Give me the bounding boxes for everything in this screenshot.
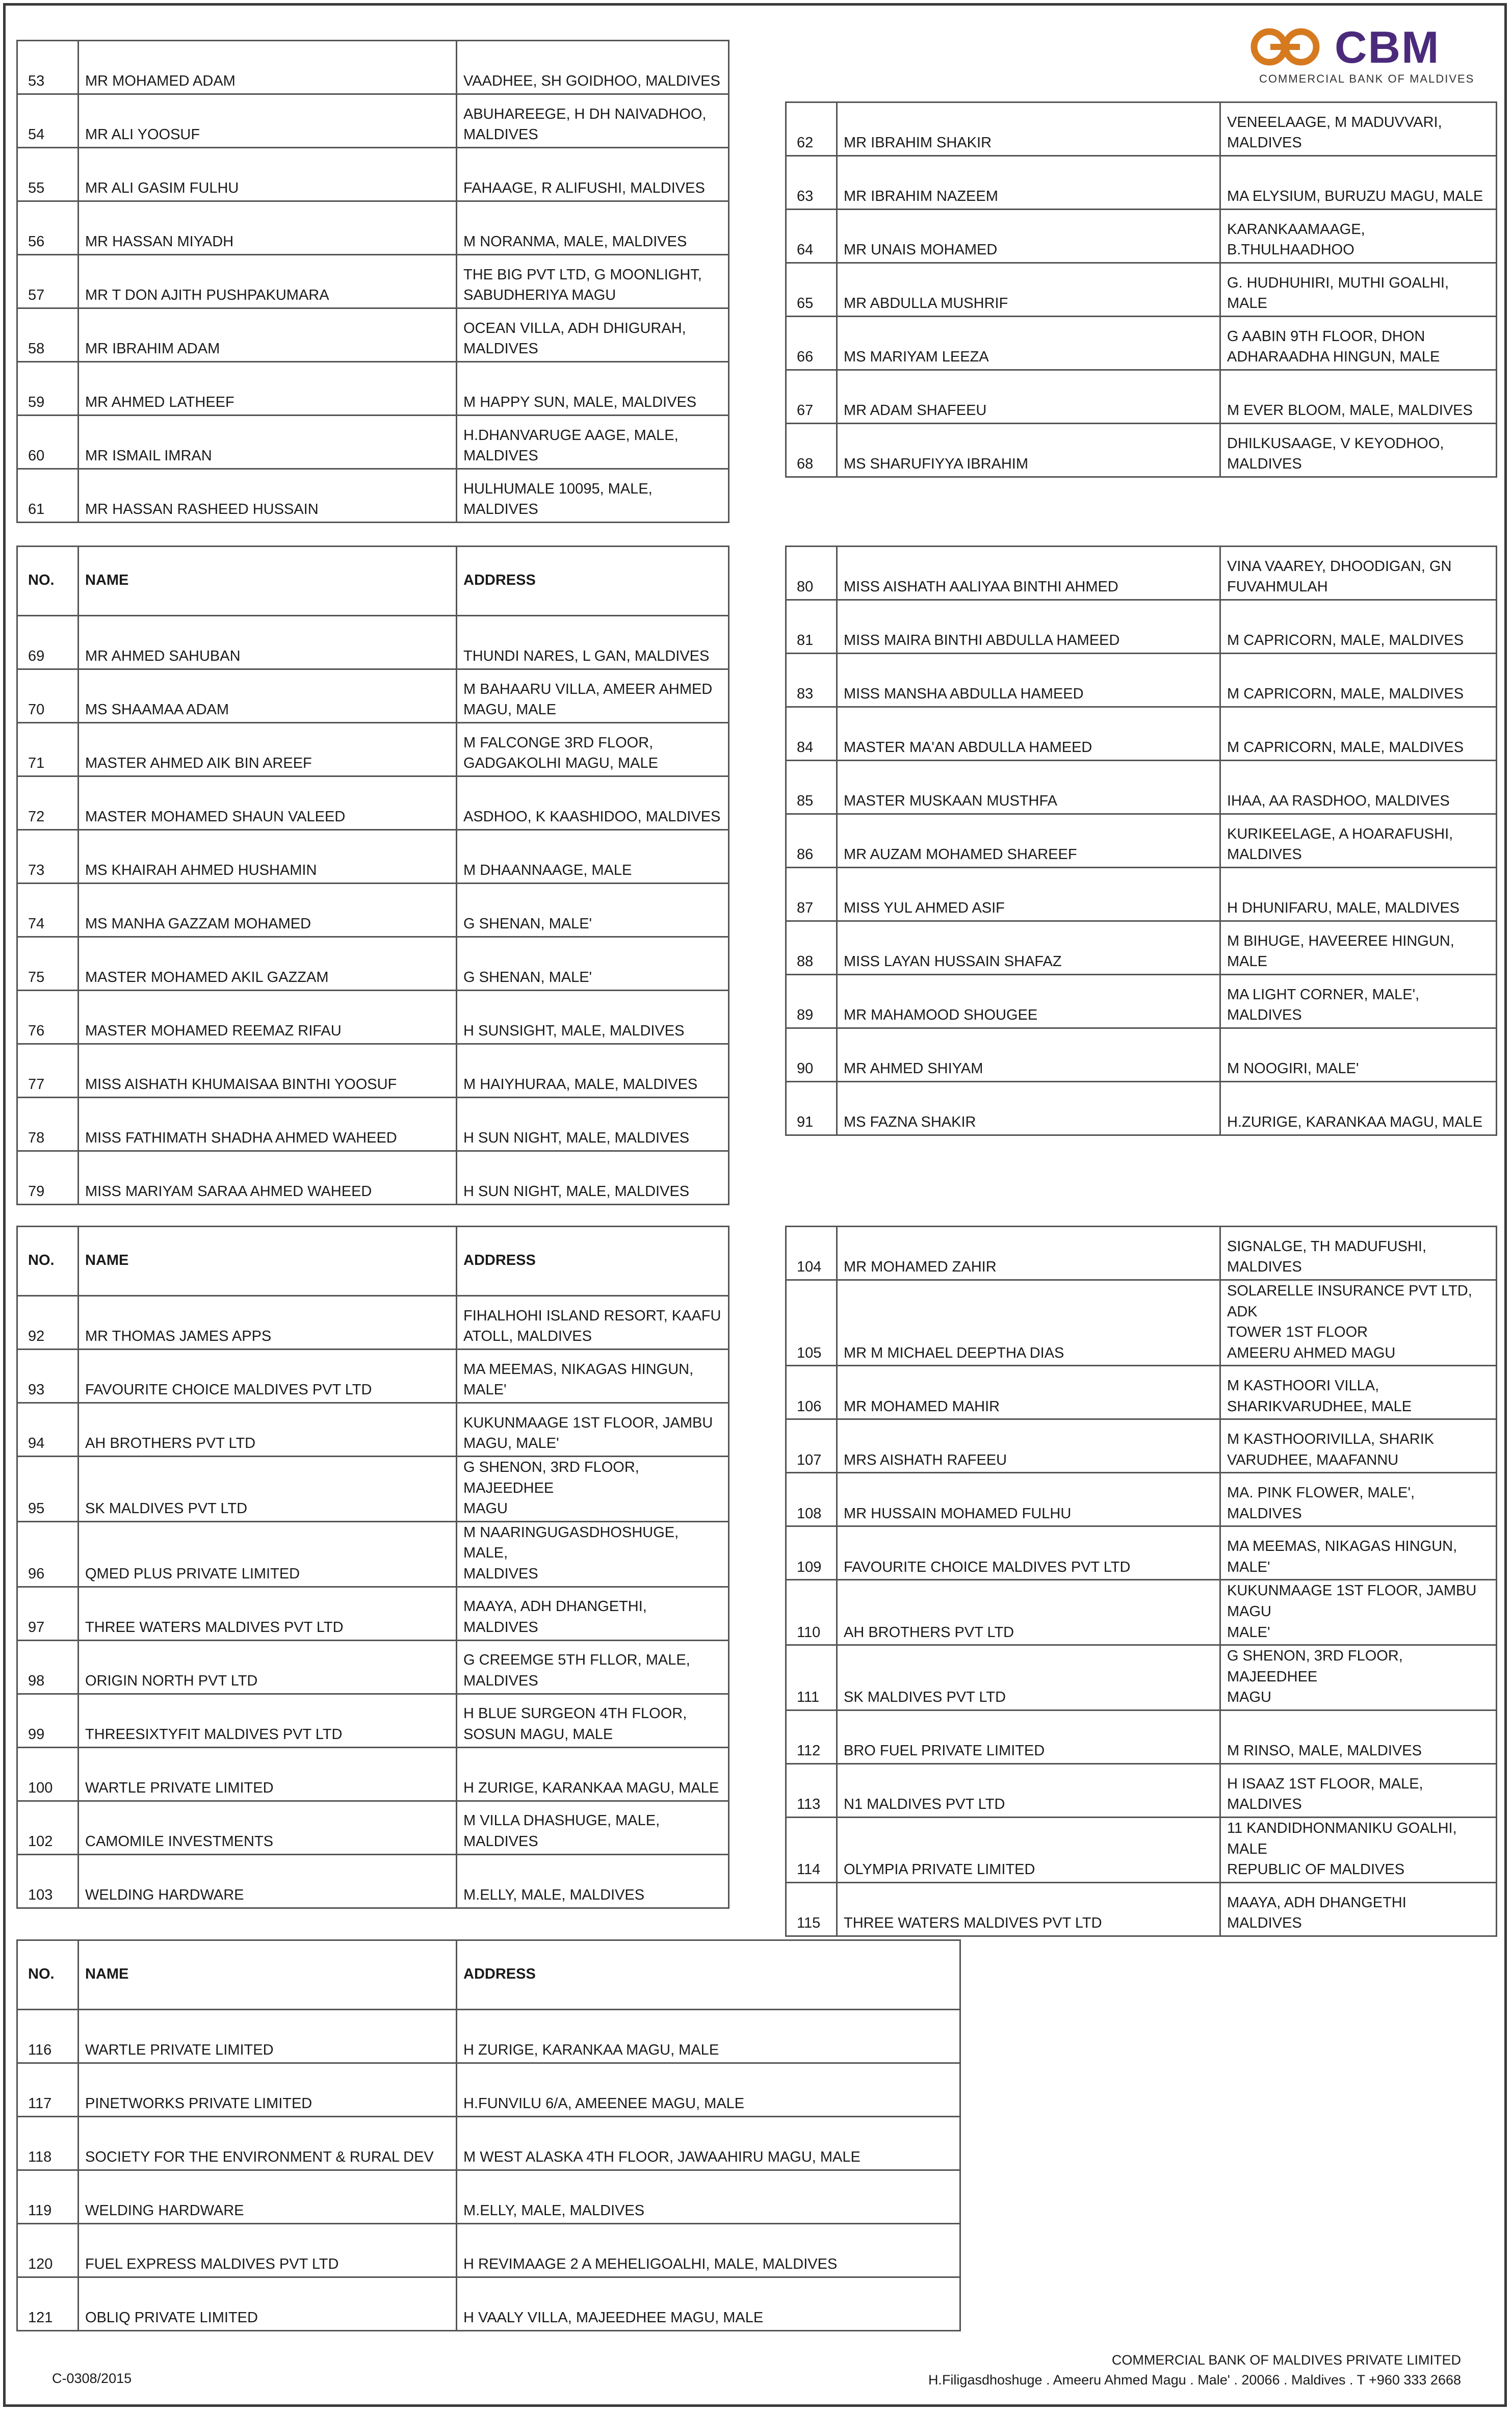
- row-number: 102: [17, 1801, 79, 1854]
- row-name: SK MALDIVES PVT LTD: [79, 1457, 457, 1522]
- row-address: H.FUNVILU 6/A, AMEENEE MAGU, MALE: [457, 2063, 960, 2117]
- row-number: 71: [17, 723, 79, 776]
- row-number: 95: [17, 1457, 79, 1522]
- table-row: [17, 616, 729, 669]
- table-row: [786, 1763, 1497, 1817]
- table-row: [17, 362, 729, 416]
- table-row: [17, 1350, 729, 1403]
- row-number: 120: [17, 2224, 79, 2277]
- table-row: [17, 1747, 729, 1801]
- row-address: IHAA, AA RASDHOO, MALDIVES: [1220, 761, 1497, 814]
- row-number: 86: [786, 814, 837, 868]
- row-name: WELDING HARDWARE: [79, 2170, 457, 2224]
- row-number: 60: [17, 416, 79, 469]
- row-address: ASDHOO, K KAASHIDOO, MALDIVES: [457, 776, 729, 830]
- footer-address: H.Filigasdhoshuge . Ameeru Ahmed Magu . Male' . 20066 . Maldives . T +960 333 2668: [928, 2372, 1461, 2388]
- row-number: 69: [17, 616, 79, 669]
- row-number: 87: [786, 868, 837, 921]
- row-name: WARTLE PRIVATE LIMITED: [79, 2010, 457, 2063]
- row-number: 112: [786, 1710, 837, 1763]
- table-row: [786, 654, 1497, 707]
- cbm-linked-circles-logo-icon: [1244, 27, 1331, 67]
- row-number: 93: [17, 1350, 79, 1403]
- row-address: M NAARINGUGASDHOSHUGE, MALE, MALDIVES: [457, 1521, 729, 1587]
- row-name: MASTER MOHAMED AKIL GAZZAM: [79, 937, 457, 991]
- table-row: [17, 2063, 960, 2117]
- row-address: KUKUNMAAGE 1ST FLOOR, JAMBU MAGU, MALE': [457, 1403, 729, 1457]
- table-row: [786, 317, 1497, 370]
- table-row: [17, 1587, 729, 1640]
- table-row: [786, 1028, 1497, 1082]
- row-name: MR ADAM SHAFEEU: [837, 370, 1220, 424]
- row-address: G SHENAN, MALE': [457, 884, 729, 937]
- row-name: MS KHAIRAH AHMED HUSHAMIN: [79, 830, 457, 884]
- row-number: 90: [786, 1028, 837, 1082]
- table-104-115: [785, 1226, 1497, 1937]
- cbm-logo: [1244, 21, 1475, 91]
- table-row: [17, 1801, 729, 1854]
- row-number: 66: [786, 317, 837, 370]
- table-row: [17, 2010, 960, 2063]
- table-row: [17, 2170, 960, 2224]
- row-name: MR ISMAIL IMRAN: [79, 416, 457, 469]
- table-row: [17, 991, 729, 1044]
- row-name: OBLIQ PRIVATE LIMITED: [79, 2277, 457, 2331]
- row-address: M NOOGIRI, MALE': [1220, 1028, 1497, 1082]
- row-number: 67: [786, 370, 837, 424]
- row-number: 106: [786, 1366, 837, 1419]
- row-number: 64: [786, 210, 837, 263]
- table-row: [786, 921, 1497, 975]
- table-row: [786, 1082, 1497, 1135]
- table-row: [786, 102, 1497, 156]
- table-row: [786, 1710, 1497, 1763]
- table-80-91: [785, 546, 1497, 1136]
- row-number: 110: [786, 1580, 837, 1645]
- row-number: 98: [17, 1640, 79, 1694]
- table-row: [786, 1419, 1497, 1473]
- row-number: 107: [786, 1419, 837, 1473]
- row-address: VAADHEE, SH GOIDHOO, MALDIVES: [457, 41, 729, 94]
- table-row: [17, 2117, 960, 2170]
- row-number: 105: [786, 1280, 837, 1366]
- row-number: 68: [786, 424, 837, 477]
- row-address: H SUN NIGHT, MALE, MALDIVES: [457, 1098, 729, 1151]
- row-address: H ISAAZ 1ST FLOOR, MALE, MALDIVES: [1220, 1763, 1497, 1817]
- row-address: MAAYA, ADH DHANGETHI MALDIVES: [1220, 1882, 1497, 1936]
- row-name: AH BROTHERS PVT LTD: [837, 1580, 1220, 1645]
- footer-company-name: COMMERCIAL BANK OF MALDIVES PRIVATE LIMITED: [1111, 2352, 1461, 2368]
- row-address: KUKUNMAAGE 1ST FLOOR, JAMBU MAGU MALE': [1220, 1580, 1497, 1645]
- table-row: [786, 1227, 1497, 1280]
- row-address: M CAPRICORN, MALE, MALDIVES: [1220, 654, 1497, 707]
- row-address: M EVER BLOOM, MALE, MALDIVES: [1220, 370, 1497, 424]
- row-number: 113: [786, 1763, 837, 1817]
- row-number: 57: [17, 255, 79, 308]
- row-name: MR IBRAHIM SHAKIR: [837, 102, 1220, 156]
- table-62-68: [785, 101, 1497, 478]
- row-address: MA. PINK FLOWER, MALE', MALDIVES: [1220, 1473, 1497, 1526]
- row-name: THREESIXTYFIT MALDIVES PVT LTD: [79, 1694, 457, 1747]
- row-address: M FALCONGE 3RD FLOOR, GADGAKOLHI MAGU, MALE: [457, 723, 729, 776]
- table-row: [786, 1366, 1497, 1419]
- row-name: MISS AISHATH KHUMAISAA BINTHI YOOSUF: [79, 1044, 457, 1098]
- row-number: 91: [786, 1082, 837, 1135]
- header-name: NAME: [79, 547, 457, 616]
- row-number: 81: [786, 600, 837, 654]
- table-53-61: [16, 40, 729, 523]
- table-row: [786, 156, 1497, 210]
- row-name: MR HASSAN RASHEED HUSSAIN: [79, 469, 457, 523]
- row-name: MR HUSSAIN MOHAMED FULHU: [837, 1473, 1220, 1526]
- row-address: H SUNSIGHT, MALE, MALDIVES: [457, 991, 729, 1044]
- row-name: MRS AISHATH RAFEEU: [837, 1419, 1220, 1473]
- table-row: [17, 723, 729, 776]
- row-address: M CAPRICORN, MALE, MALDIVES: [1220, 707, 1497, 761]
- row-name: MR MAHAMOOD SHOUGEE: [837, 975, 1220, 1028]
- logo-bank-name: COMMERCIAL BANK OF MALDIVES: [1259, 72, 1475, 85]
- table-row: [17, 148, 729, 201]
- row-number: 109: [786, 1526, 837, 1580]
- row-address: KARANKAAMAAGE, B.THULHAADHOO: [1220, 210, 1497, 263]
- table-row: [786, 1526, 1497, 1580]
- row-number: 121: [17, 2277, 79, 2331]
- table-row: [17, 937, 729, 991]
- row-address: MA LIGHT CORNER, MALE', MALDIVES: [1220, 975, 1497, 1028]
- row-address: VENEELAAGE, M MADUVVARI, MALDIVES: [1220, 102, 1497, 156]
- row-address: M NORANMA, MALE, MALDIVES: [457, 201, 729, 255]
- header-address: ADDRESS: [457, 547, 729, 616]
- row-address: M KASTHOORIVILLA, SHARIK VARUDHEE, MAAFANNU: [1220, 1419, 1497, 1473]
- row-name: MS MANHA GAZZAM MOHAMED: [79, 884, 457, 937]
- row-name: MASTER MA'AN ABDULLA HAMEED: [837, 707, 1220, 761]
- row-address: H.DHANVARUGE AAGE, MALE, MALDIVES: [457, 416, 729, 469]
- row-number: 59: [17, 362, 79, 416]
- row-address: M DHAANNAAGE, MALE: [457, 830, 729, 884]
- row-name: MISS AISHATH AALIYAA BINTHI AHMED: [837, 547, 1220, 600]
- row-name: FUEL EXPRESS MALDIVES PVT LTD: [79, 2224, 457, 2277]
- row-address: FIHALHOHI ISLAND RESORT, KAAFU ATOLL, MALDIVES: [457, 1296, 729, 1350]
- row-name: MASTER MUSKAAN MUSTHFA: [837, 761, 1220, 814]
- logo-text: CBM: [1335, 22, 1440, 72]
- row-number: 89: [786, 975, 837, 1028]
- table-row: [17, 201, 729, 255]
- row-name: MR ABDULLA MUSHRIF: [837, 263, 1220, 317]
- row-address: G SHENAN, MALE': [457, 937, 729, 991]
- table-row: [786, 1817, 1497, 1882]
- table-row: [786, 707, 1497, 761]
- row-address: G CREEMGE 5TH FLLOR, MALE, MALDIVES: [457, 1640, 729, 1694]
- row-number: 116: [17, 2010, 79, 2063]
- row-address: FAHAAGE, R ALIFUSHI, MALDIVES: [457, 148, 729, 201]
- row-number: 114: [786, 1817, 837, 1882]
- row-name: MR AHMED SHIYAM: [837, 1028, 1220, 1082]
- row-number: 70: [17, 669, 79, 723]
- row-name: ORIGIN NORTH PVT LTD: [79, 1640, 457, 1694]
- row-number: 80: [786, 547, 837, 600]
- row-address: M VILLA DHASHUGE, MALE, MALDIVES: [457, 1801, 729, 1854]
- row-number: 74: [17, 884, 79, 937]
- row-name: MASTER MOHAMED REEMAZ RIFAU: [79, 991, 457, 1044]
- row-name: MS FAZNA SHAKIR: [837, 1082, 1220, 1135]
- row-address: H REVIMAAGE 2 A MEHELIGOALHI, MALE, MALDIVES: [457, 2224, 960, 2277]
- row-number: 96: [17, 1521, 79, 1587]
- header-address: ADDRESS: [457, 1940, 960, 2010]
- table-row: [786, 210, 1497, 263]
- row-address: THUNDI NARES, L GAN, MALDIVES: [457, 616, 729, 669]
- row-name: MR MOHAMED MAHIR: [837, 1366, 1220, 1419]
- row-number: 61: [17, 469, 79, 523]
- row-name: MS SHAAMAA ADAM: [79, 669, 457, 723]
- table-69-79: [16, 546, 729, 1205]
- row-address: M HAPPY SUN, MALE, MALDIVES: [457, 362, 729, 416]
- row-address: MAAYA, ADH DHANGETHI, MALDIVES: [457, 1587, 729, 1640]
- row-name: MR HASSAN MIYADH: [79, 201, 457, 255]
- table-row: [17, 41, 729, 94]
- row-name: MISS MARIYAM SARAA AHMED WAHEED: [79, 1151, 457, 1205]
- row-name: MS SHARUFIYYA IBRAHIM: [837, 424, 1220, 477]
- table-row: [786, 424, 1497, 477]
- table-row: [786, 761, 1497, 814]
- row-name: MS MARIYAM LEEZA: [837, 317, 1220, 370]
- row-name: MASTER AHMED AIK BIN AREEF: [79, 723, 457, 776]
- table-row: [786, 1280, 1497, 1366]
- row-number: 119: [17, 2170, 79, 2224]
- row-address: MA ELYSIUM, BURUZU MAGU, MALE: [1220, 156, 1497, 210]
- row-name: MASTER MOHAMED SHAUN VALEED: [79, 776, 457, 830]
- row-name: THREE WATERS MALDIVES PVT LTD: [79, 1587, 457, 1640]
- table-row: [17, 1044, 729, 1098]
- row-address: H BLUE SURGEON 4TH FLOOR, SOSUN MAGU, MALE: [457, 1694, 729, 1747]
- table-row: [786, 547, 1497, 600]
- row-address: H.ZURIGE, KARANKAA MAGU, MALE: [1220, 1082, 1497, 1135]
- row-address: G. HUDHUHIRI, MUTHI GOALHI, MALE: [1220, 263, 1497, 317]
- table-116-121: [16, 1939, 961, 2331]
- row-address: H DHUNIFARU, MALE, MALDIVES: [1220, 868, 1497, 921]
- row-number: 97: [17, 1587, 79, 1640]
- row-address: M BAHAARU VILLA, AMEER AHMED MAGU, MALE: [457, 669, 729, 723]
- table-row: [17, 1296, 729, 1350]
- row-name: MISS LAYAN HUSSAIN SHAFAZ: [837, 921, 1220, 975]
- row-address: G SHENON, 3RD FLOOR, MAJEEDHEE MAGU: [457, 1457, 729, 1522]
- table-row: [786, 263, 1497, 317]
- table-row: [786, 600, 1497, 654]
- row-name: MR MOHAMED ZAHIR: [837, 1227, 1220, 1280]
- table-row: [786, 814, 1497, 868]
- row-address: 11 KANDIDHONMANIKU GOALHI, MALE REPUBLIC OF MALDIVES: [1220, 1817, 1497, 1882]
- row-name: MR IBRAHIM NAZEEM: [837, 156, 1220, 210]
- row-number: 92: [17, 1296, 79, 1350]
- row-number: 94: [17, 1403, 79, 1457]
- header-no: NO.: [17, 1227, 79, 1296]
- row-name: PINETWORKS PRIVATE LIMITED: [79, 2063, 457, 2117]
- row-number: 56: [17, 201, 79, 255]
- row-address: M.ELLY, MALE, MALDIVES: [457, 1854, 729, 1908]
- table-row: [17, 1694, 729, 1747]
- row-name: MISS YUL AHMED ASIF: [837, 868, 1220, 921]
- row-address: G SHENON, 3RD FLOOR, MAJEEDHEE MAGU: [1220, 1645, 1497, 1710]
- table-header-row: [17, 547, 729, 616]
- row-number: 118: [17, 2117, 79, 2170]
- row-address: H ZURIGE, KARANKAA MAGU, MALE: [457, 1747, 729, 1801]
- row-number: 75: [17, 937, 79, 991]
- row-address: MA MEEMAS, NIKAGAS HINGUN, MALE': [457, 1350, 729, 1403]
- row-number: 63: [786, 156, 837, 210]
- row-number: 58: [17, 308, 79, 362]
- row-number: 100: [17, 1747, 79, 1801]
- row-address: M KASTHOORI VILLA, SHARIKVARUDHEE, MALE: [1220, 1366, 1497, 1419]
- row-number: 111: [786, 1645, 837, 1710]
- row-name: MR M MICHAEL DEEPTHA DIAS: [837, 1280, 1220, 1366]
- row-address: ABUHAREEGE, H DH NAIVADHOO, MALDIVES: [457, 94, 729, 148]
- footer-company-info: [928, 2350, 1461, 2390]
- header-address: ADDRESS: [457, 1227, 729, 1296]
- table-row: [17, 1457, 729, 1522]
- row-address: KURIKEELAGE, A HOARAFUSHI, MALDIVES: [1220, 814, 1497, 868]
- table-row: [786, 868, 1497, 921]
- table-row: [786, 1882, 1497, 1936]
- row-address: SIGNALGE, TH MADUFUSHI, MALDIVES: [1220, 1227, 1497, 1280]
- table-row: [17, 94, 729, 148]
- table-row: [17, 1403, 729, 1457]
- row-address: THE BIG PVT LTD, G MOONLIGHT, SABUDHERIYA MAGU: [457, 255, 729, 308]
- row-name: MR T DON AJITH PUSHPAKUMARA: [79, 255, 457, 308]
- row-name: MISS MAIRA BINTHI ABDULLA HAMEED: [837, 600, 1220, 654]
- header-name: NAME: [79, 1940, 457, 2010]
- row-number: 79: [17, 1151, 79, 1205]
- row-number: 76: [17, 991, 79, 1044]
- row-address: M BIHUGE, HAVEEREE HINGUN, MALE: [1220, 921, 1497, 975]
- row-name: MR ALI GASIM FULHU: [79, 148, 457, 201]
- row-address: SOLARELLE INSURANCE PVT LTD, ADK TOWER 1ST FLOOR AMEERU AHMED MAGU: [1220, 1280, 1497, 1366]
- row-number: 84: [786, 707, 837, 761]
- table-row: [17, 1151, 729, 1205]
- table-header-row: [17, 1940, 960, 2010]
- row-address: MA MEEMAS, NIKAGAS HINGUN, MALE': [1220, 1526, 1497, 1580]
- row-number: 108: [786, 1473, 837, 1526]
- table-row: [786, 975, 1497, 1028]
- row-number: 53: [17, 41, 79, 94]
- header-no: NO.: [17, 547, 79, 616]
- row-address: H VAALY VILLA, MAJEEDHEE MAGU, MALE: [457, 2277, 960, 2331]
- table-row: [17, 469, 729, 523]
- table-row: [786, 370, 1497, 424]
- row-address: OCEAN VILLA, ADH DHIGURAH, MALDIVES: [457, 308, 729, 362]
- row-name: MISS MANSHA ABDULLA HAMEED: [837, 654, 1220, 707]
- row-name: N1 MALDIVES PVT LTD: [837, 1763, 1220, 1817]
- row-name: MR AHMED SAHUBAN: [79, 616, 457, 669]
- table-row: [17, 416, 729, 469]
- table-row: [786, 1645, 1497, 1710]
- row-name: MR AUZAM MOHAMED SHAREEF: [837, 814, 1220, 868]
- table-row: [786, 1473, 1497, 1526]
- row-number: 115: [786, 1882, 837, 1936]
- table-header-row: [17, 1227, 729, 1296]
- table-row: [17, 669, 729, 723]
- row-name: MR AHMED LATHEEF: [79, 362, 457, 416]
- row-number: 78: [17, 1098, 79, 1151]
- row-name: SK MALDIVES PVT LTD: [837, 1645, 1220, 1710]
- row-address: M WEST ALASKA 4TH FLOOR, JAWAAHIRU MAGU, MALE: [457, 2117, 960, 2170]
- row-name: MISS FATHIMATH SHADHA AHMED WAHEED: [79, 1098, 457, 1151]
- row-name: MR THOMAS JAMES APPS: [79, 1296, 457, 1350]
- row-number: 55: [17, 148, 79, 201]
- row-number: 88: [786, 921, 837, 975]
- row-number: 104: [786, 1227, 837, 1280]
- row-address: M RINSO, MALE, MALDIVES: [1220, 1710, 1497, 1763]
- row-name: CAMOMILE INVESTMENTS: [79, 1801, 457, 1854]
- table-row: [17, 1854, 729, 1908]
- row-number: 77: [17, 1044, 79, 1098]
- row-address: G AABIN 9TH FLOOR, DHON ADHARAADHA HINGUN, MALE: [1220, 317, 1497, 370]
- table-row: [17, 1521, 729, 1587]
- table-row: [17, 255, 729, 308]
- row-number: 62: [786, 102, 837, 156]
- table-row: [17, 2224, 960, 2277]
- row-address: DHILKUSAAGE, V KEYODHOO, MALDIVES: [1220, 424, 1497, 477]
- row-number: 117: [17, 2063, 79, 2117]
- table-row: [17, 1640, 729, 1694]
- table-row: [17, 884, 729, 937]
- header-name: NAME: [79, 1227, 457, 1296]
- reference-code: C-0308/2015: [52, 2371, 132, 2386]
- table-row: [17, 2277, 960, 2331]
- row-name: BRO FUEL PRIVATE LIMITED: [837, 1710, 1220, 1763]
- row-number: 72: [17, 776, 79, 830]
- row-address: VINA VAAREY, DHOODIGAN, GN FUVAHMULAH: [1220, 547, 1497, 600]
- row-name: WELDING HARDWARE: [79, 1854, 457, 1908]
- row-name: AH BROTHERS PVT LTD: [79, 1403, 457, 1457]
- row-number: 85: [786, 761, 837, 814]
- row-address: M.ELLY, MALE, MALDIVES: [457, 2170, 960, 2224]
- header-no: NO.: [17, 1940, 79, 2010]
- table-92-103: [16, 1226, 729, 1909]
- row-address: M CAPRICORN, MALE, MALDIVES: [1220, 600, 1497, 654]
- row-name: MR IBRAHIM ADAM: [79, 308, 457, 362]
- table-row: [17, 308, 729, 362]
- row-name: FAVOURITE CHOICE MALDIVES PVT LTD: [79, 1350, 457, 1403]
- row-name: MR ALI YOOSUF: [79, 94, 457, 148]
- row-address: M HAIYHURAA, MALE, MALDIVES: [457, 1044, 729, 1098]
- row-name: MR UNAIS MOHAMED: [837, 210, 1220, 263]
- table-row: [17, 776, 729, 830]
- row-name: MR MOHAMED ADAM: [79, 41, 457, 94]
- table-row: [786, 1580, 1497, 1645]
- row-name: THREE WATERS MALDIVES PVT LTD: [837, 1882, 1220, 1936]
- row-name: WARTLE PRIVATE LIMITED: [79, 1747, 457, 1801]
- row-number: 65: [786, 263, 837, 317]
- row-number: 83: [786, 654, 837, 707]
- row-address: H SUN NIGHT, MALE, MALDIVES: [457, 1151, 729, 1205]
- table-row: [17, 830, 729, 884]
- row-address: HULHUMALE 10095, MALE, MALDIVES: [457, 469, 729, 523]
- row-address: H ZURIGE, KARANKAA MAGU, MALE: [457, 2010, 960, 2063]
- row-name: SOCIETY FOR THE ENVIRONMENT & RURAL DEV: [79, 2117, 457, 2170]
- row-number: 54: [17, 94, 79, 148]
- row-name: OLYMPIA PRIVATE LIMITED: [837, 1817, 1220, 1882]
- row-name: FAVOURITE CHOICE MALDIVES PVT LTD: [837, 1526, 1220, 1580]
- row-number: 73: [17, 830, 79, 884]
- row-number: 103: [17, 1854, 79, 1908]
- row-name: QMED PLUS PRIVATE LIMITED: [79, 1521, 457, 1587]
- row-number: 99: [17, 1694, 79, 1747]
- table-row: [17, 1098, 729, 1151]
